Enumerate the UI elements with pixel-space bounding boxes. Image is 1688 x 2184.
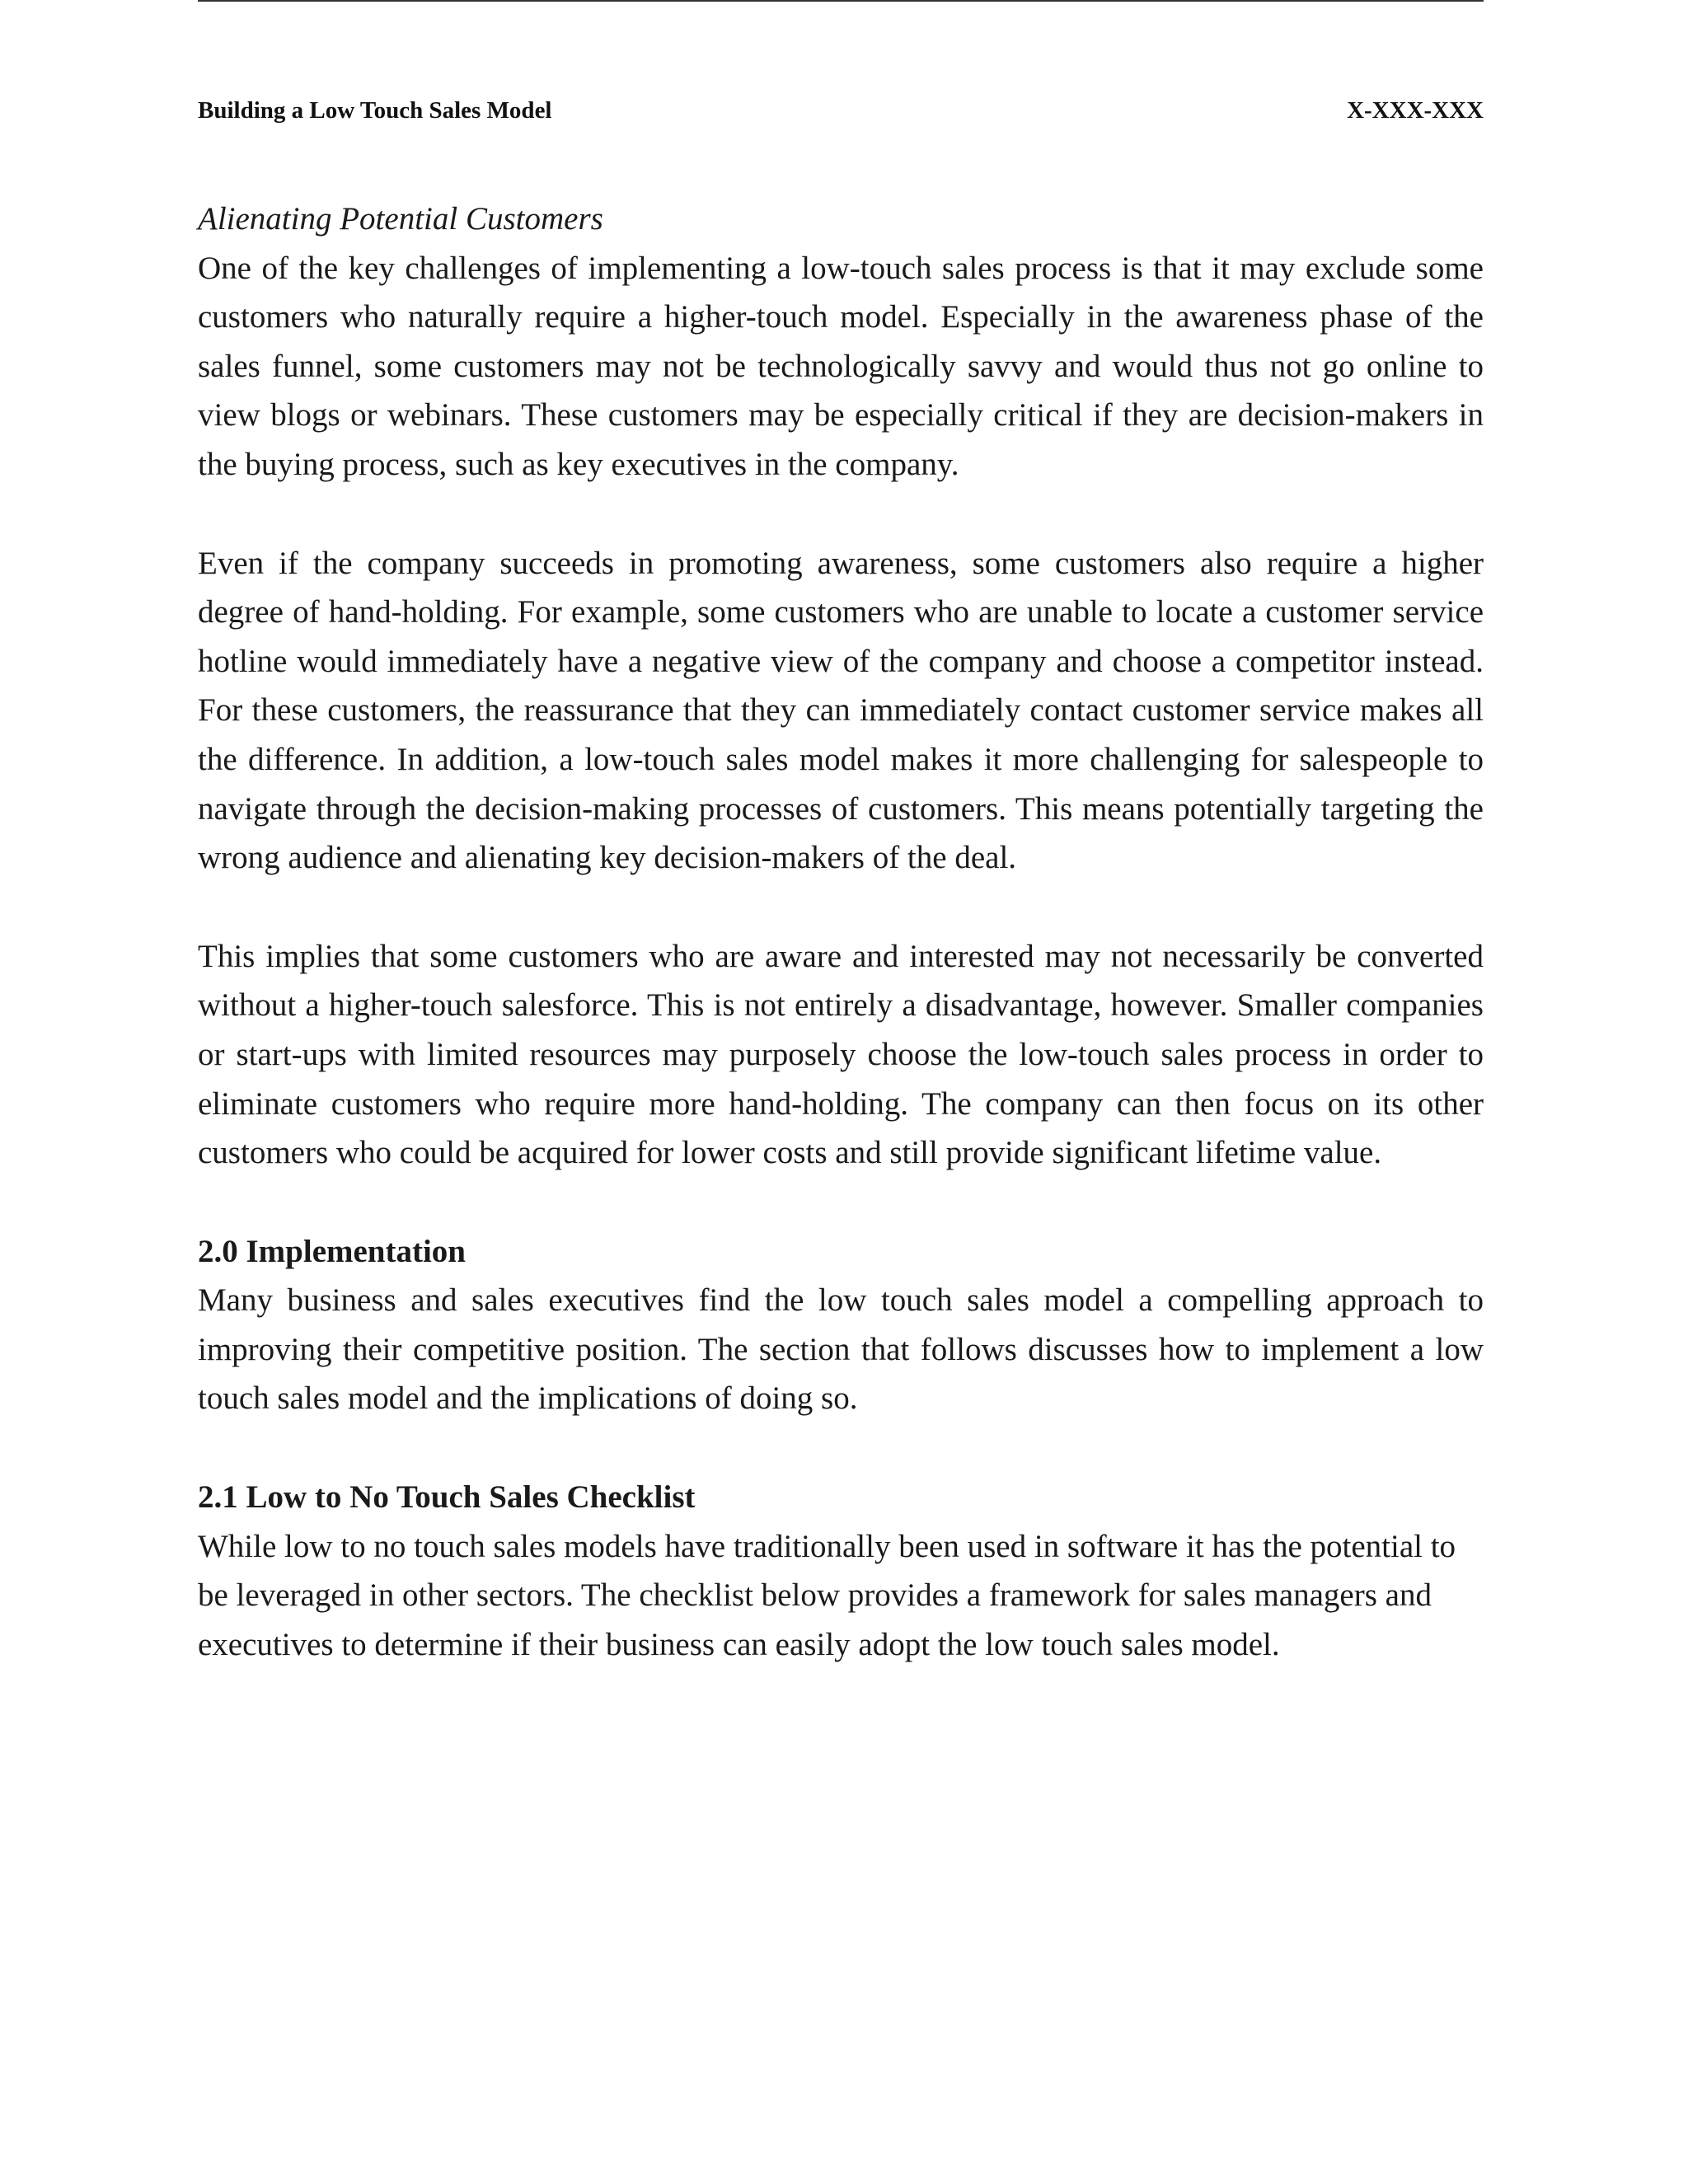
header-doc-id: X-XXX-XXX: [1347, 97, 1484, 124]
document-body: [198, 194, 1484, 1669]
paragraph-checklist: While low to no touch sales models have traditionally been used in software it has the potential to be leveraged in other sectors. The checklist below provides a framework for sales managers and executives to determine if their business can easily adopt the low touch sales model.: [198, 1528, 1456, 1662]
paragraph-alienating-3: This implies that some customers who are aware and interested may not necessarily be converted without a higher-touch salesforce. This is not entirely a disadvantage, however. Smaller companies or start-ups with limited resources may purposely choose the low-touch sales process in order to eliminate customers who require more hand-holding. The company can then focus on its other customers who could be acquired for lower costs and still provide significant lifetime value.: [198, 938, 1484, 1171]
paragraph-alienating-2: Even if the company succeeds in promoting awareness, some customers also require a higher degree of hand-holding. For example, some customers who are unable to locate a customer service hotline would immediately have a negative view of the company and choose a competitor instead. For these customers, the reassurance that they can immediately contact customer service makes all the difference. In addition, a low-touch sales model makes it more challenging for salespeople to navigate through the decision-making processes of customers. This means potentially targeting the wrong audience and alienating key decision-makers of the deal.: [198, 545, 1484, 876]
paragraph-spacer: [198, 1423, 1484, 1473]
top-rule-divider: [198, 0, 1484, 2]
paragraph-spacer: [198, 1178, 1484, 1227]
header-title: Building a Low Touch Sales Model: [198, 97, 552, 124]
heading-implementation: 2.0 Implementation: [198, 1233, 466, 1269]
paragraph-alienating-1: One of the key challenges of implementing a low-touch sales process is that it may exclude some customers who naturally require a higher-touch model. Especially in the awareness phase of the sales funnel, some customers may not be technologically savvy and would thus not go online to view blogs or webinars. These customers may be especially critical if they are decision-makers in the buying process, such as key executives in the company.: [198, 250, 1484, 482]
subheading-alienating-customers: Alienating Potential Customers: [198, 201, 603, 237]
heading-checklist: 2.1 Low to No Touch Sales Checklist: [198, 1479, 696, 1516]
paragraph-implementation: Many business and sales executives find the low touch sales model a compelling approach to improving their competitive position. The section that follows discusses how to implement a low touch sales model and the implications of doing so.: [198, 1282, 1484, 1417]
paragraph-spacer: [198, 490, 1484, 539]
paragraph-spacer: [198, 883, 1484, 932]
running-header: [198, 97, 1484, 124]
